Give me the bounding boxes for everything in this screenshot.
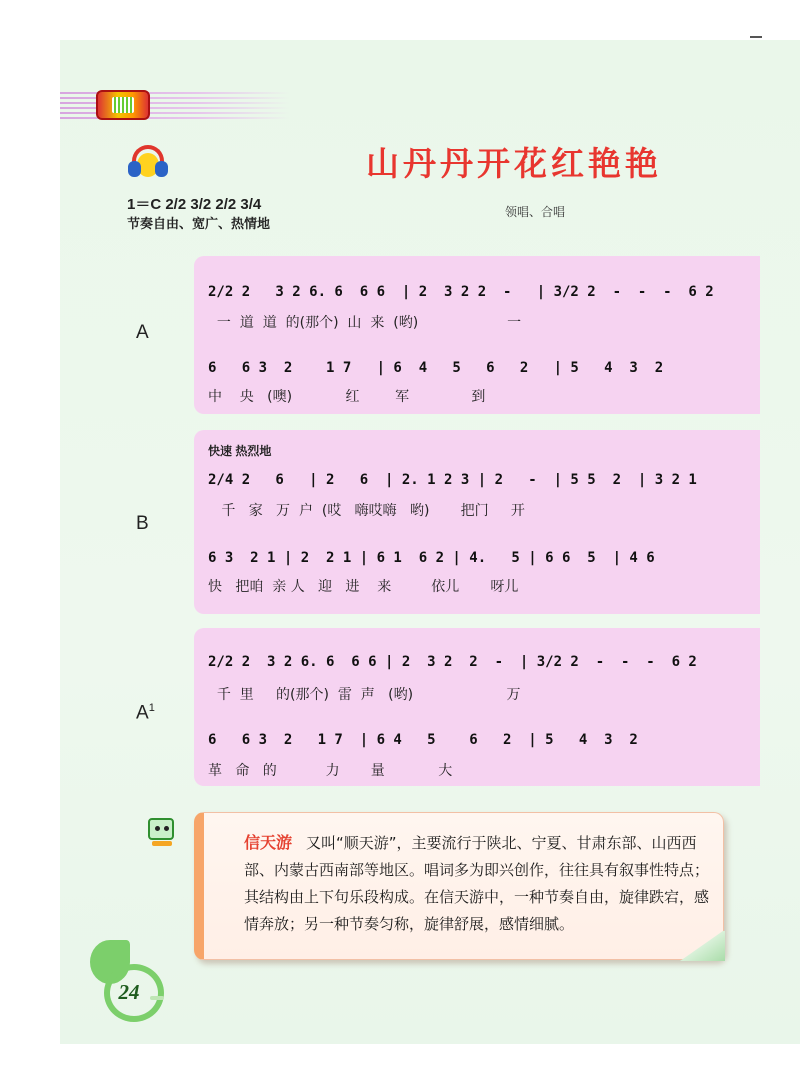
computer-mascot-icon (142, 814, 182, 850)
section-label-a1: $A^1$ (136, 702, 155, 724)
tempo-marking: 节奏自由、宽广、热情地 (127, 216, 271, 231)
notation-line: 6 6 3 2 1 7 | 6 4 5 6 2 | 5 4 3 2 (208, 732, 638, 748)
score-section-b (194, 430, 760, 614)
info-term: 信天游 (244, 833, 293, 852)
key-signature: 1＝C 2/2 3/2 2/2 3/4 (127, 196, 262, 213)
info-body: 又叫“顺天游”，主要流行于陕北、宁夏、甘肃东部、山西西部、内蒙古西南部等地区。唱词多为即兴创作，往往具有叙事性特点；其结构由上下句乐段构成。在信天游中，一种节奏自由，旋律跌宕，感情奔放；另一种节奏匀称，旋律舒展，感情细腻。 (244, 834, 710, 933)
section-label-a: A (136, 322, 149, 343)
info-box (194, 812, 724, 960)
score-section-a (194, 256, 760, 414)
page-number: 24 (118, 980, 140, 1004)
lyric-line: 革 命 的 力 量 大 (208, 763, 453, 779)
horn-tail (150, 996, 164, 1000)
info-text (244, 829, 714, 938)
lyric-line: 千 里 的(那个) 雷 声 (哟) 万 (208, 687, 521, 703)
corner-mark (750, 36, 762, 38)
section-tempo: 快速 热烈地 (208, 444, 272, 458)
lyric-line: 一 道 道 的(那个) 山 来 (哟) 一 (208, 315, 522, 331)
notation-line: 2/2 2 3 2 6. 6 6 6 | 2 3 2 2 - | 3/2 2 - - - 6 2 (208, 284, 714, 300)
performance-form: 领唱、合唱 (505, 205, 566, 219)
notation-line: 2/2 2 3 2 6. 6 6 6 | 2 3 2 2 - | 3/2 2 - - - 6 2 (208, 654, 697, 670)
notation-line: 6 6 3 2 1 7 | 6 4 5 6 2 | 5 4 3 2 (208, 360, 664, 376)
page-curl (677, 931, 725, 961)
lyric-line: 中 央 (噢) 红 军 到 (208, 389, 486, 405)
header-decoration (60, 92, 290, 122)
score-section-a1 (194, 628, 760, 786)
song-title: 山丹丹开花红艳艳 (366, 144, 662, 183)
accordion-icon (96, 90, 150, 120)
section-label-b: B (136, 513, 149, 534)
notation-line: 2/4 2 6 | 2 6 | 2. 1 2 3 | 2 - | 5 5 2 | 3 2 1 (208, 472, 697, 488)
lyric-line: 千 家 万 户 (哎 嗨哎嗨 哟) 把门 开 (208, 503, 525, 519)
notation-line: 6 3 2 1 | 2 2 1 | 6 1 6 2 | 4. 5 | 6 6 5 | 4 6 (208, 550, 655, 566)
lyric-line: 快 把咱 亲 人 迎 进 来 依儿 呀儿 (208, 579, 519, 595)
headphone-icon (128, 143, 168, 183)
